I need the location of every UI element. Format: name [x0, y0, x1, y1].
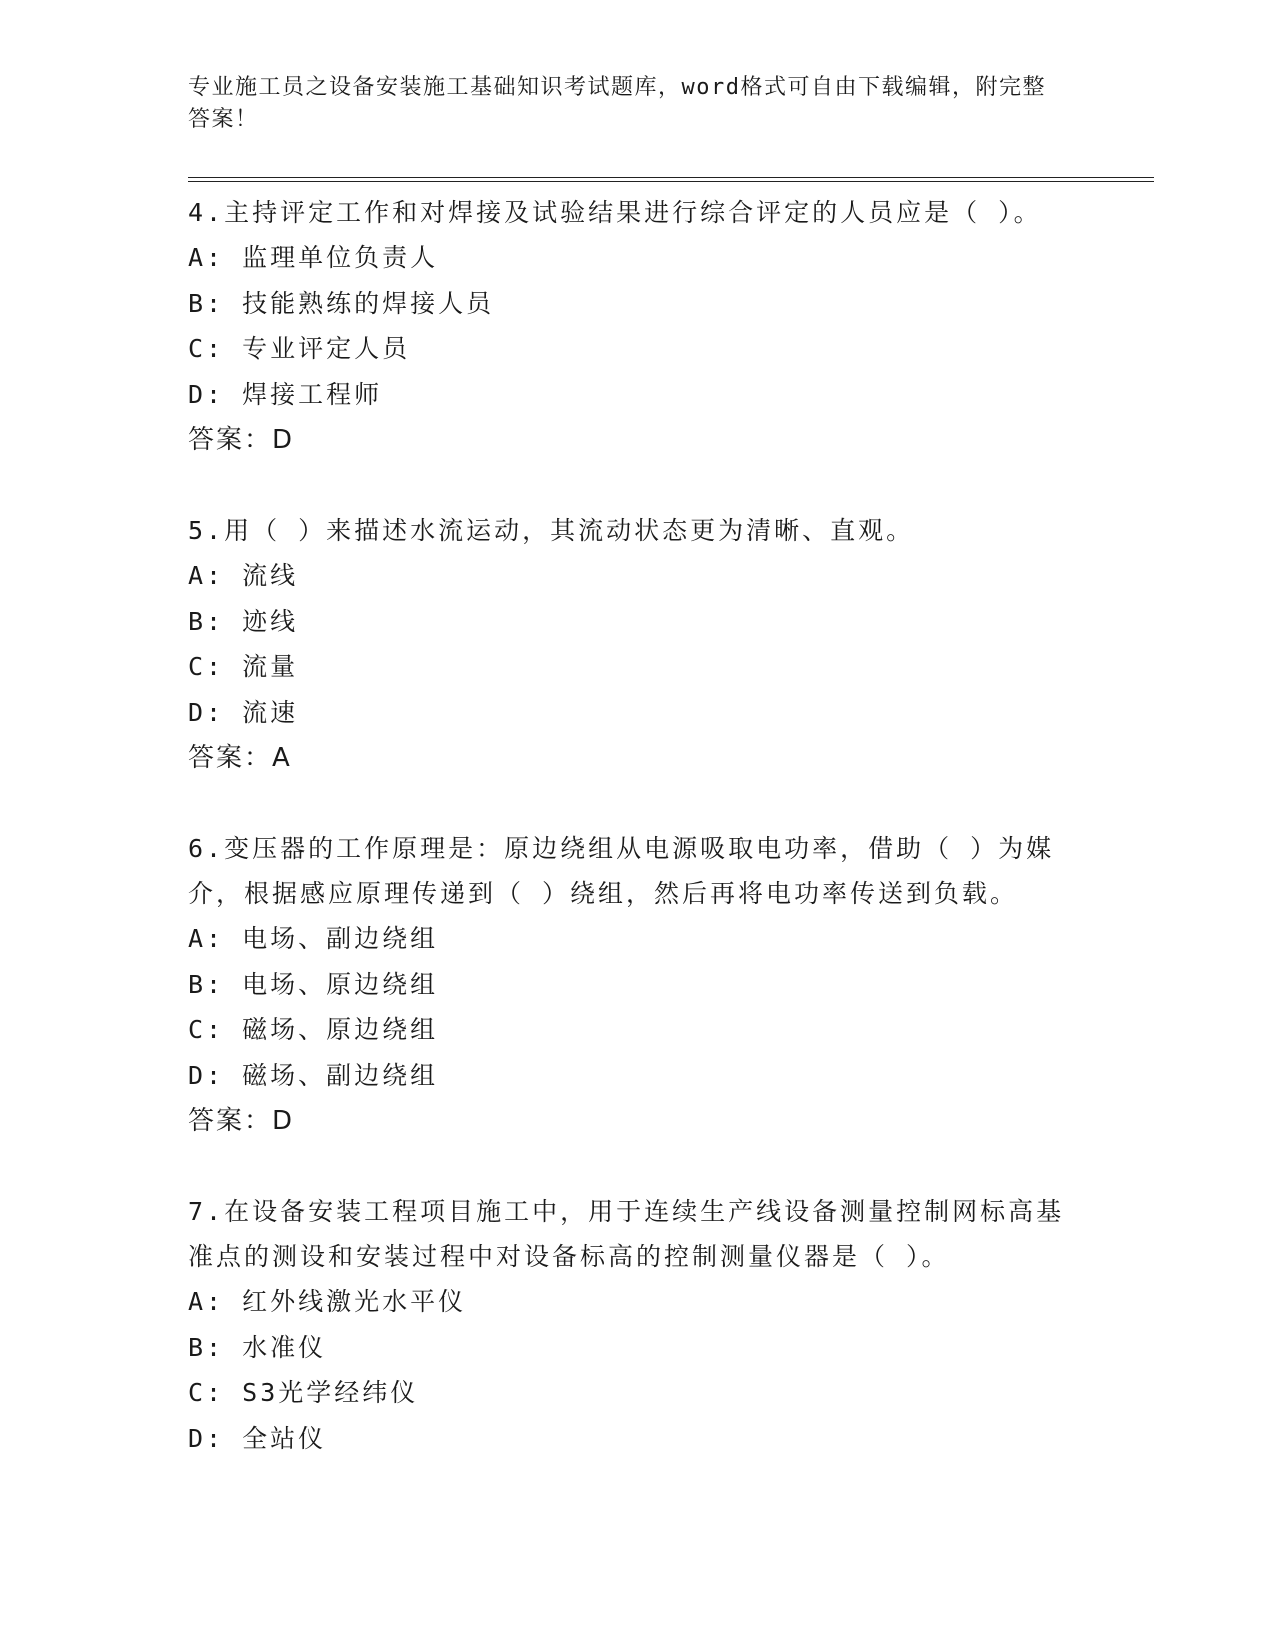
option-d: D: 焊接工程师	[188, 379, 383, 409]
question-stem: 4.主持评定工作和对焊接及试验结果进行综合评定的人员应是（ ）。	[188, 198, 1042, 227]
question-6	[188, 826, 1088, 1144]
option-c: C: 磁场、原边绕组	[188, 1015, 439, 1044]
option-a: A: 电场、副边绕组	[188, 924, 439, 953]
header-divider-top	[188, 177, 1154, 178]
answer-label: 答案：D	[188, 425, 295, 455]
option-b: B: 电场、原边绕组	[188, 969, 439, 999]
option-a: A: 流线	[188, 561, 299, 590]
question-4	[188, 190, 1088, 463]
answer-label: 答案：A	[188, 743, 292, 773]
answer-label: 答案：D	[188, 1106, 295, 1136]
option-c: C: 专业评定人员	[188, 334, 411, 363]
question-spacer	[188, 463, 1088, 508]
document-header	[188, 72, 1068, 136]
option-d: D: 流速	[188, 697, 299, 727]
question-stem: 6.变压器的工作原理是：原边绕组从电源吸取电功率，借助（ ）为媒介，根据感应原理传递到（ ）绕组，然后再将电功率传送到负载。	[188, 834, 1055, 908]
question-spacer	[188, 1144, 1088, 1189]
option-a: A: 监理单位负责人	[188, 243, 439, 272]
question-stem: 5.用（ ）来描述水流运动，其流动状态更为清晰、直观。	[188, 516, 915, 545]
question-stem: 7.在设备安装工程项目施工中，用于连续生产线设备测量控制网标高基准点的测设和安装过程中对设备标高的控制测量仪器是（ ）。	[188, 1197, 1065, 1271]
question-5	[188, 508, 1088, 781]
header-title: 专业施工员之设备安装施工基础知识考试题库，word格式可自由下载编辑，附完整答案！	[188, 75, 1046, 132]
option-b: B: 技能熟练的焊接人员	[188, 288, 495, 318]
option-b: B: 迹线	[188, 606, 299, 636]
option-d: D: 全站仪	[188, 1423, 327, 1453]
option-a: A: 红外线激光水平仪	[188, 1287, 467, 1316]
option-c: C: 流量	[188, 652, 299, 681]
question-7	[188, 1189, 1088, 1461]
question-spacer	[188, 781, 1088, 826]
option-b: B: 水准仪	[188, 1332, 327, 1362]
option-d: D: 磁场、副边绕组	[188, 1060, 439, 1090]
header-divider-bottom	[188, 181, 1154, 182]
option-c: C: S3光学经纬仪	[188, 1378, 419, 1407]
question-list	[188, 190, 1088, 1461]
